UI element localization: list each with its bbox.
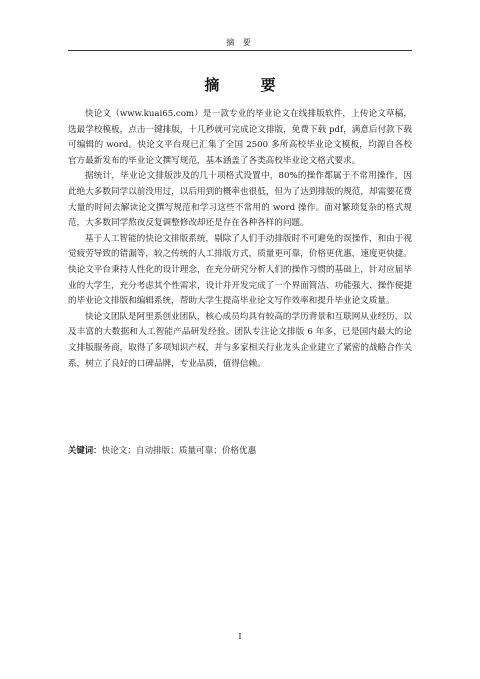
page-number: I: [238, 632, 242, 641]
abstract-paragraph-2: 据统计，毕业论文排版涉及的几十项格式设置中，80%的操作都属于不常用操作，因此绝大多数同学以前没用过，以后用到的概率也很低，但为了达到排版的规范，却需要花费大量的时间去解读论文撰写规范和学习这些不常用的 word 操作。面对繁琐复杂的格式规范，大多数同学熬夜反复调整修改却还是存在各种各样的问题。: [68, 171, 412, 229]
running-header: 摘 要: [226, 38, 254, 47]
keywords-text: 快论文；自动排版；质量可靠；价格优惠: [101, 446, 257, 456]
page-title: 摘 要: [204, 76, 294, 94]
header-rule: [68, 50, 412, 51]
abstract-body: [68, 107, 412, 372]
abstract-paragraph-3: 基于人工智能的快论文排版系统，剔除了人们手动排版时不可避免的误操作，和由于视觉疲劳导致的错漏等，较之传统的人工排版方式，质量更可靠，价格更优惠，速度更快捷。快论文平台秉持人性化的设计理念，在充分研究分析人们的操作习惯的基础上，针对应届毕业的大学生，充分考虑其个性需求，设计并开发完成了一个界面简洁、功能强大、操作便捷的毕业论文排版和编辑系统，帮助大学生提高毕业论文写作效率和提升毕业论文质量。: [68, 233, 412, 307]
keywords-label: 关键词：: [68, 445, 102, 455]
abstract-paragraph-4: 快论文团队是阿里系创业团队，核心成员均具有较高的学历背景和互联网从业经历，以及丰富的大数据和人工智能产品研发经验。团队专注论文排版 6 年多，已是国内最大的论文排版服务商，取得了多项知识产权，并与多家相关行业龙头企业建立了紧密的战略合作关系，树立了良好的口碑品牌，专业品质，值得信赖。: [68, 311, 412, 369]
keywords-line: [68, 443, 412, 459]
abstract-paragraph-1: 快论文（www.kuai65.com）是一款专业的毕业论文在线排版软件，上传论文草稿，选最学校模板，点击一键排版，十几秒就可完成论文排版，免费下载 pdf，满意后付款下载可编辑的 word。快论文平台现已汇集了全国 2500 多所高校毕业论文模板，均源自各校官方最新发布的毕业论文撰写规范，基本涵盖了各类高校毕业论文格式要求。: [68, 109, 412, 166]
